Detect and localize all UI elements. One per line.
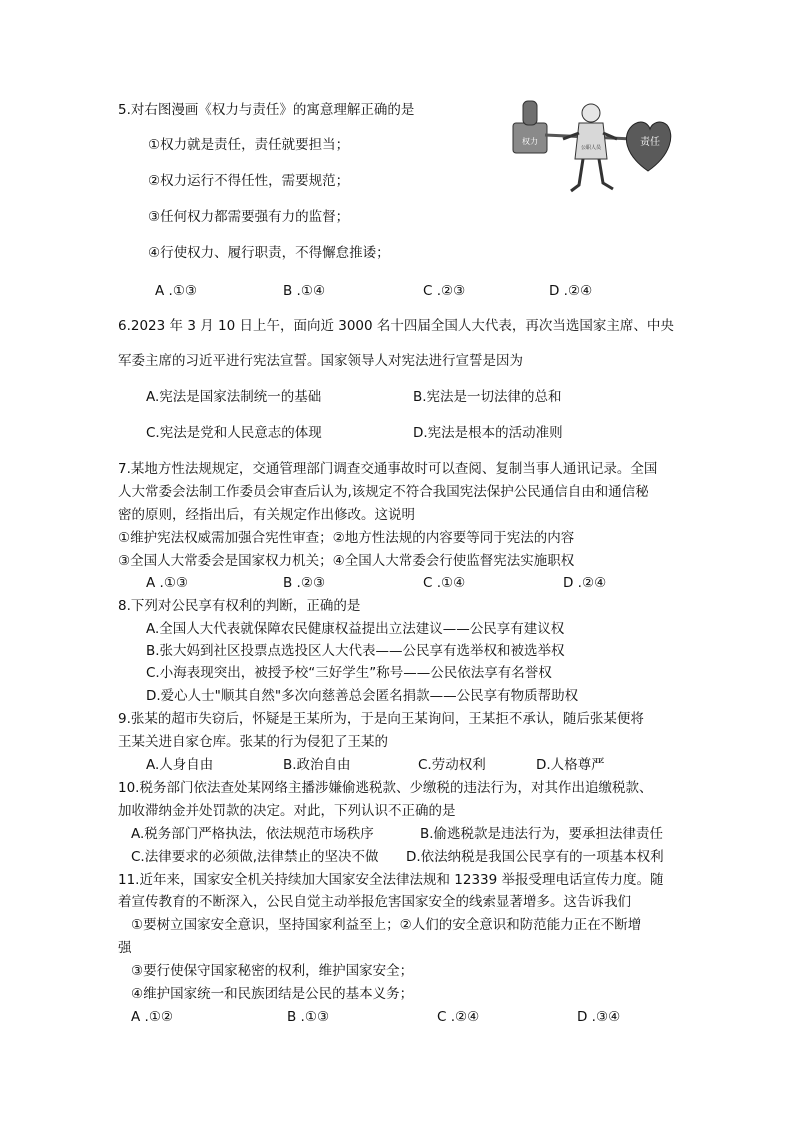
- shirt-label: 公职人员: [580, 145, 602, 151]
- q7-stem-line-2: 人大常委会法制工作委员会审查后认为,该规定不符合我国宪法保护公民通信自由和通信秘: [118, 484, 649, 500]
- q5-option-a: A .①③: [155, 283, 198, 299]
- q10-option-a: A.税务部门严格执法，依法规范市场秩序: [131, 826, 374, 842]
- q8-option-d: D.爱心人士"顺其自然"多次向慈善总会匿名捐款——公民享有物质帮助权: [146, 688, 579, 704]
- q5-option-d: D .②④: [549, 283, 593, 299]
- q5-item-2: ②权力运行不得任性，需要规范；: [148, 173, 350, 189]
- q10-stem-line-1: 10.税务部门依法查处某网络主播涉嫌偷逃税款、少缴税的违法行为，对其作出追缴税款、: [118, 780, 653, 796]
- q11-item-3: ③要行使保守国家秘密的权利，维护国家安全；: [131, 963, 414, 979]
- official-figure-icon: [563, 104, 617, 191]
- q8-option-b: B.张大妈到社区投票点选投区人大代表——公民享有选举权和被选举权: [146, 643, 565, 659]
- q10-option-d: D.依法纳税是我国公民享有的一项基本权利: [406, 849, 664, 865]
- q6-option-b: B.宪法是一切法律的总和: [413, 389, 562, 405]
- q7-option-c: C .①④: [423, 575, 466, 591]
- q11-option-a: A .①②: [131, 1009, 174, 1025]
- q5-option-b: B .①④: [283, 283, 326, 299]
- q8-option-a: A.全国人大代表就保障农民健康权益提出立法建议——公民享有建议权: [146, 621, 565, 637]
- q10-option-b: B.偷逃税款是违法行为，要承担法律责任: [420, 826, 664, 842]
- power-label: 权力: [522, 137, 538, 146]
- q7-stem-line-3: 密的原则，经指出后，有关规定作出修改。这说明: [118, 507, 415, 523]
- q8-option-c: C.小海表现突出，被授予校“三好学生”称号——公民依法享有名誉权: [146, 665, 552, 681]
- q10-stem-line-2: 加收滞纳金并处罚款的决定。对此，下列认识不正确的是: [118, 803, 456, 819]
- responsibility-heart-icon: [626, 122, 670, 171]
- q6-option-a: A.宪法是国家法制统一的基础: [146, 389, 322, 405]
- q11-item-4: ④维护国家统一和民族团结是公民的基本义务；: [131, 986, 414, 1002]
- q5-item-1: ①权力就是责任，责任就要担当；: [148, 137, 350, 153]
- q7-option-b: B .②③: [283, 575, 326, 591]
- q7-option-d: D .②④: [563, 575, 607, 591]
- duty-label: 责任: [640, 137, 660, 148]
- q11-option-c: C .②④: [437, 1009, 480, 1025]
- q8-stem: 8.下列对公民享有权利的判断，正确的是: [118, 598, 361, 614]
- q9-option-b: B.政治自由: [283, 757, 351, 773]
- q6-stem-line-1: 6.2023 年 3 月 10 日上午，面向近 3000 名十四届全国人大代表，再次当选国家主席、中央: [118, 318, 674, 334]
- q11-item-1-cont: 强: [118, 940, 132, 956]
- q9-option-a: A.人身自由: [146, 757, 214, 773]
- q9-stem-line-1: 9.张某的超市失窃后，怀疑是王某所为，于是向王某询问，王某拒不承认，随后张某便将: [118, 711, 644, 727]
- power-seal-icon: [513, 101, 547, 153]
- q9-option-d: D.人格尊严: [536, 757, 605, 773]
- q11-stem-line-1: 11.近年来，国家安全机关持续加大国家安全法律法规和 12339 举报受理电话宣传力度。随: [118, 872, 664, 888]
- q5-stem: 5.对右图漫画《权力与责任》的寓意理解正确的是: [118, 102, 415, 118]
- q6-option-c: C.宪法是党和人民意志的体现: [146, 425, 322, 441]
- q6-stem-line-2: 军委主席的习近平进行宪法宣誓。国家领导人对宪法进行宣誓是因为: [118, 353, 523, 369]
- q10-option-c: C.法律要求的必须做,法律禁止的坚决不做: [131, 849, 379, 865]
- q11-stem-line-2: 着宣传教育的不断深入，公民自觉主动举报危害国家安全的线索显著增多。这告诉我们: [118, 894, 631, 910]
- q6-option-d: D.宪法是根本的活动准则: [413, 425, 563, 441]
- q5-item-4: ④行使权力、履行职责，不得懈怠推诿；: [148, 245, 390, 261]
- q11-item-1: ①要树立国家安全意识，坚持国家利益至上；②人们的安全意识和防范能力正在不断增: [131, 917, 642, 933]
- q11-option-d: D .③④: [577, 1009, 621, 1025]
- power-responsibility-cartoon: [505, 93, 675, 203]
- q9-stem-line-2: 王某关进自家仓库。张某的行为侵犯了王某的: [118, 734, 388, 750]
- q7-item-1: ①维护宪法权威需加强合宪性审查；②地方性法规的内容要等同于宪法的内容: [118, 530, 575, 546]
- q7-item-2: ③全国人大常委会是国家权力机关；④全国人大常委会行使监督宪法实施职权: [118, 553, 575, 569]
- q11-option-b: B .①③: [287, 1009, 330, 1025]
- q5-item-3: ③任何权力都需要强有力的监督；: [148, 209, 350, 225]
- q5-option-c: C .②③: [423, 283, 466, 299]
- q9-option-c: C.劳动权利: [418, 757, 486, 773]
- q7-stem-line-1: 7.某地方性法规规定，交通管理部门调查交通事故时可以查阅、复制当事人通讯记录。全国: [118, 461, 658, 477]
- q7-option-a: A .①③: [146, 575, 189, 591]
